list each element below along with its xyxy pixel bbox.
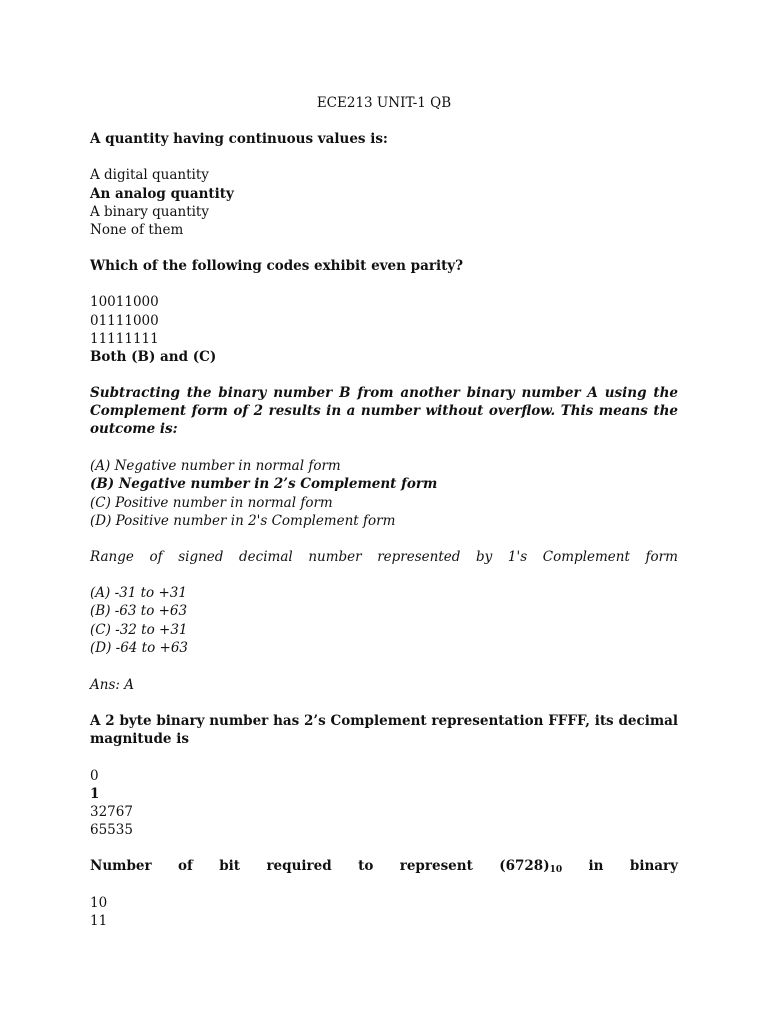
q1-option-b: An analog quantity <box>90 186 234 202</box>
q4-word: signed <box>178 549 224 565</box>
document-title: ECE213 UNIT-1 QB <box>316 95 452 111</box>
q4-option-c: (C) -32 to +31 <box>90 622 188 638</box>
q6-option-a: 10 <box>90 895 108 911</box>
q4-word: by <box>476 549 493 565</box>
q3-option-c: (C) Positive number in normal form <box>90 495 333 511</box>
question-6 <box>90 857 678 879</box>
q4-answer: Ans: A <box>90 677 134 693</box>
q1-option-d: None of them <box>90 222 184 238</box>
q4-option-b: (B) -63 to +63 <box>90 603 188 619</box>
q1-option-c: A binary quantity <box>90 204 209 220</box>
q6-option-b: 11 <box>90 913 108 929</box>
q4-word: Range <box>90 549 134 565</box>
question-1: A quantity having continuous values is: <box>90 131 388 147</box>
document-page <box>90 0 678 1024</box>
q3-option-d: (D) Positive number in 2's Complement form <box>90 513 396 529</box>
q5-option-b: 1 <box>90 786 100 802</box>
q2-option-a: 10011000 <box>90 294 159 310</box>
question-3: Subtracting the binary number B from another binary number A using the Complement form of 2 results in a number without overflow. This means the outcome is: <box>90 385 678 438</box>
q6-word: binary <box>629 858 678 874</box>
q4-word: number <box>308 549 362 565</box>
q3-option-a: (A) Negative number in normal form <box>90 458 341 474</box>
q3-option-b: (B) Negative number in 2’s Complement form <box>90 476 438 492</box>
q4-word: Complement <box>542 549 630 565</box>
q4-word: represented <box>377 549 461 565</box>
question-2: Which of the following codes exhibit even parity? <box>90 258 464 274</box>
q6-word: of <box>178 858 193 874</box>
q2-option-b: 01111000 <box>90 313 159 329</box>
q6-number-base: 10 <box>549 865 563 875</box>
q4-word: decimal <box>239 549 293 565</box>
q4-option-a: (A) -31 to +31 <box>90 585 187 601</box>
q4-word: form <box>645 549 678 565</box>
q6-word: required <box>266 858 332 874</box>
question-4 <box>90 548 678 566</box>
q6-word: bit <box>219 858 241 874</box>
q1-option-a: A digital quantity <box>90 167 209 183</box>
q6-word: Number <box>90 858 152 874</box>
q6-word: represent <box>399 858 473 874</box>
q6-number <box>499 857 562 879</box>
q6-number-value: (6728) <box>499 858 550 874</box>
q4-word: of <box>149 549 163 565</box>
q5-option-d: 65535 <box>90 822 133 838</box>
q2-option-c: 11111111 <box>90 331 159 347</box>
q2-option-d: Both (B) and (C) <box>90 349 217 365</box>
question-5: A 2 byte binary number has 2’s Complement representation FFFF, its decimal magnitude is <box>90 713 678 748</box>
q4-word: 1's <box>507 549 528 565</box>
q5-option-c: 32767 <box>90 804 133 820</box>
q5-option-a: 0 <box>90 768 99 784</box>
q6-word: in <box>588 858 604 874</box>
q4-option-d: (D) -64 to +63 <box>90 640 189 656</box>
q6-word: to <box>358 858 374 874</box>
